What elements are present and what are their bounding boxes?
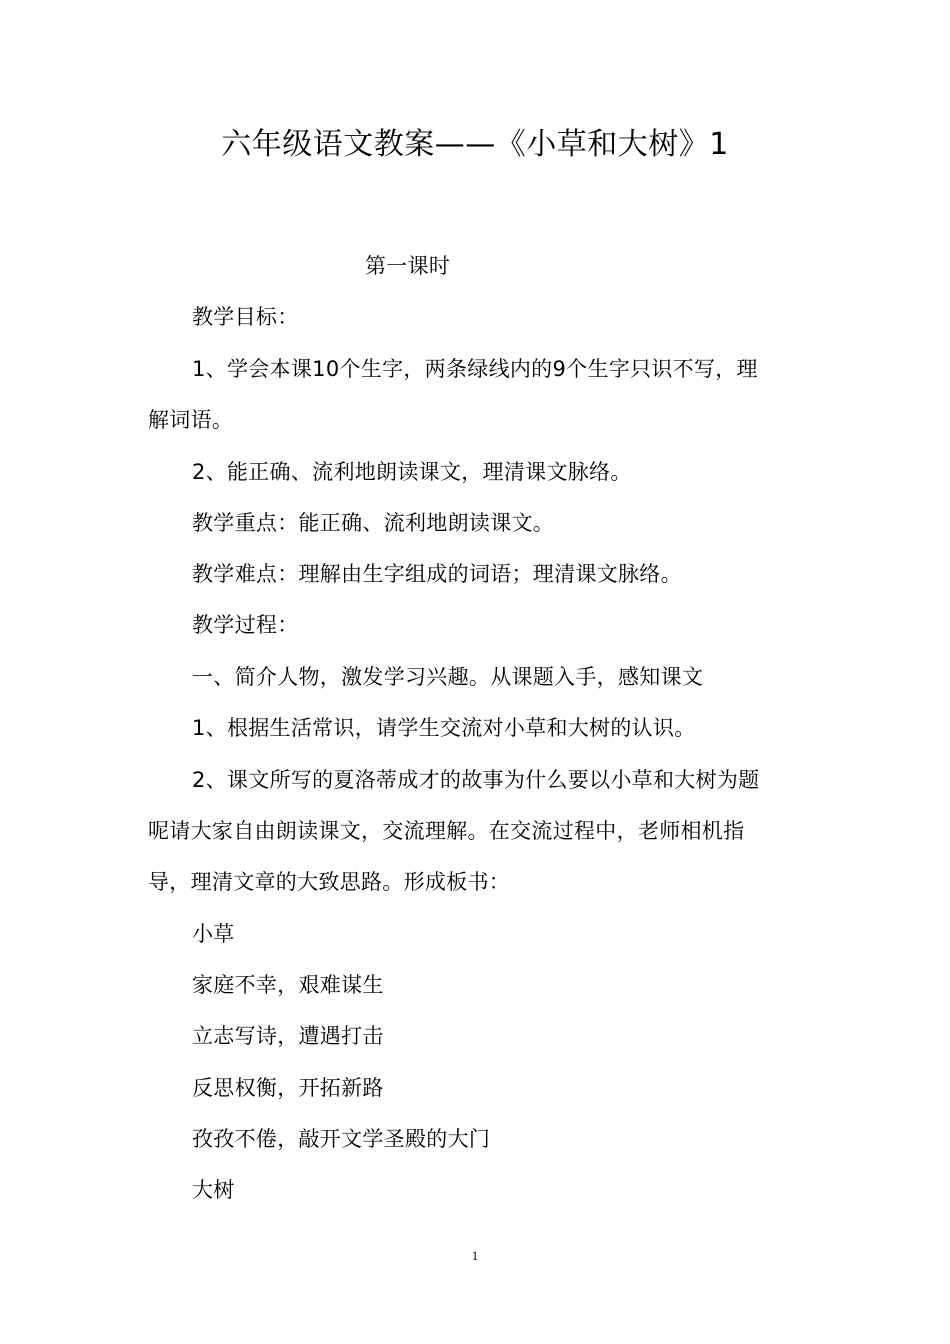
board-item-2: 立志写诗，遭遇打击 [192,1024,384,1048]
paragraph-objective-1: 1、学会本课10个生字，两条绿线内的9个生字只识不写，理 [192,357,758,381]
paragraph-section-1: 一、简介人物，激发学习兴趣。从课题入手，感知课文 [192,665,704,689]
paragraph-step-2-cont-1: 呢请大家自由朗读课文，交流理解。在交流过程中，老师相机指 [148,819,745,843]
paragraph-objective-2: 2、能正确、流利地朗读课文，理清课文脉络。 [192,460,632,484]
page-number: 1 [471,1248,479,1263]
lesson-subtitle: 第一课时 [365,254,451,278]
paragraph-key-point: 教学重点：能正确、流利地朗读课文。 [192,511,555,535]
paragraph-process-heading: 教学过程： [192,613,299,637]
paragraph-objective-1-cont: 解词语。 [148,408,234,432]
paragraph-step-2: 2、课文所写的夏洛蒂成才的故事为什么要以小草和大树为题 [192,768,760,792]
paragraph-difficulty: 教学难点：理解由生字组成的词语；理清课文脉络。 [192,562,682,586]
document-title: 六年级语文教案——《小草和大树》1 [221,127,729,162]
paragraph-step-1: 1、根据生活常识，请学生交流对小草和大树的认识。 [192,716,696,740]
board-heading-tree: 大树 [192,1178,235,1202]
board-item-4: 孜孜不倦，敲开文学圣殿的大门 [192,1127,491,1151]
board-heading-grass: 小草 [192,922,235,946]
paragraph-objectives-heading: 教学目标： [192,305,299,329]
board-item-3: 反思权衡，开拓新路 [192,1076,384,1100]
paragraph-step-2-cont-2: 导，理清文章的大致思路。形成板书： [148,870,511,894]
board-item-1: 家庭不幸，艰难谋生 [192,973,384,997]
